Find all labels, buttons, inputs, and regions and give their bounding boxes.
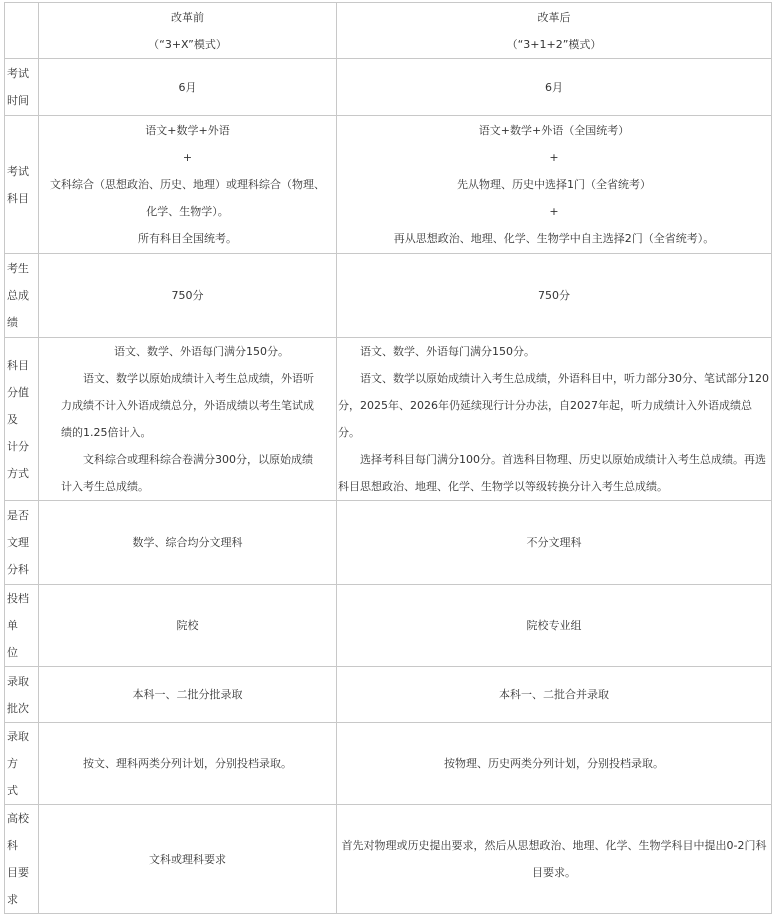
header-before-cell (39, 3, 337, 59)
admission-method-after: 按物理、历史两类分列计划，分别投档录取。 (337, 723, 772, 805)
label-line: 录取 (7, 674, 29, 688)
subject-requirement-label (5, 805, 39, 914)
subject-requirement-after: 首先对物理或历史提出要求，然后从思想政治、地理、化学、生物学科目中提出0-2门科目要求。 (337, 805, 772, 914)
total-score-before: 750分 (39, 254, 337, 338)
label-line: 式 (7, 784, 18, 797)
label-line: 录取方 (7, 730, 29, 770)
cell-line: 再从思想政治、地理、化学、生物学中自主选择2门（全省统考）。 (393, 232, 715, 245)
cell-line: 文科综合或理科综合卷满分300分，以原始成绩计入考生总成绩。 (61, 453, 313, 493)
cell-line: 语文、数学以原始成绩计入考生总成绩，外语听力成绩不计入外语成绩总分，外语成绩以考生笔试成绩的1.25倍计入。 (61, 372, 314, 439)
subject-requirement-row (5, 805, 772, 914)
subjects-before (39, 116, 337, 254)
cell-line: 语文+数学+外语 (145, 124, 230, 137)
label-line: 是否 (7, 509, 29, 522)
label-line: 总成 (7, 289, 29, 302)
total-score-label (5, 254, 39, 338)
scoring-label (5, 338, 39, 501)
admission-unit-row (5, 585, 772, 667)
cell-line: 选择考科目每门满分100分。首选科目物理、历史以原始成绩计入考生总成绩。再选科目思想政治、地理、化学、生物学以等级转换分计入考生总成绩。 (338, 453, 766, 493)
header-row (5, 3, 772, 59)
before-title: 改革前 (171, 10, 204, 24)
cell-line: 语文、数学、外语每门满分150分。 (114, 345, 289, 358)
label-line: 投档单 (7, 592, 29, 632)
label-line: 科目 (7, 358, 29, 372)
subject-split-after: 不分文理科 (337, 501, 772, 585)
label-line: 位 (7, 646, 18, 659)
total-score-after: 750分 (337, 254, 772, 338)
scoring-row (5, 338, 772, 501)
admission-batch-after: 本科一、二批合并录取 (337, 667, 772, 723)
cell-line: + (182, 151, 193, 164)
cell-line: 先从物理、历史中选择1门（全省统考） (457, 178, 651, 191)
subject-split-before: 数学、综合均分文理科 (39, 501, 337, 585)
subject-split-label (5, 501, 39, 585)
cell-line: 文科综合（思想政治、历史、地理）或理科综合（物理、化学、生物学）。 (50, 178, 325, 218)
header-after-cell (337, 3, 772, 59)
before-mode: （“3+X”模式） (148, 37, 227, 51)
label-line: 高校科 (7, 812, 29, 852)
admission-unit-after: 院校专业组 (337, 585, 772, 667)
admission-unit-label (5, 585, 39, 667)
label-line: 文理 (7, 536, 29, 549)
exam-time-after: 6月 (337, 59, 772, 116)
cell-line: 所有科目全国统考。 (138, 232, 237, 245)
subjects-row (5, 116, 772, 254)
subject-requirement-before: 文科或理科要求 (39, 805, 337, 914)
cell-line: 语文、数学以原始成绩计入考生总成绩，外语科目中，听力部分30分、笔试部分120分，2025年、2026年仍延续现行计分办法，自2027年起，听力成绩计入外语成绩总分。 (338, 372, 769, 439)
label-line: 考试 (7, 164, 29, 178)
cell-line: + (549, 205, 559, 218)
cell-line: 语文、数学、外语每门满分150分。 (360, 345, 535, 358)
label-line: 考试 (7, 67, 29, 80)
label-line: 及 (7, 412, 18, 426)
label-line: 计分 (7, 439, 29, 453)
admission-batch-before: 本科一、二批分批录取 (39, 667, 337, 723)
admission-unit-before: 院校 (39, 585, 337, 667)
exam-time-label (5, 59, 39, 116)
label-line: 绩 (7, 316, 18, 329)
label-line: 分值 (7, 385, 29, 399)
cell-line: + (549, 151, 559, 164)
admission-method-before: 按文、理科两类分列计划，分别投档录取。 (39, 723, 337, 805)
scoring-after (337, 338, 772, 501)
total-score-row (5, 254, 772, 338)
label-line: 时间 (7, 94, 29, 107)
label-line: 批次 (7, 701, 29, 715)
label-line: 科目 (7, 191, 29, 205)
admission-batch-row (5, 667, 772, 723)
subject-split-row (5, 501, 772, 585)
exam-time-row (5, 59, 772, 116)
subjects-after (337, 116, 772, 254)
header-corner-cell (5, 3, 39, 59)
admission-method-label (5, 723, 39, 805)
label-line: 方式 (7, 466, 29, 480)
scoring-before (39, 338, 337, 501)
admission-method-row (5, 723, 772, 805)
label-line: 考生 (7, 262, 29, 275)
label-line: 分科 (7, 563, 29, 576)
exam-time-before: 6月 (39, 59, 337, 116)
reform-comparison-table (4, 2, 772, 914)
after-title: 改革后 (537, 10, 571, 24)
subjects-label (5, 116, 39, 254)
after-mode: （“3+1+2”模式） (506, 37, 602, 51)
cell-line: 语文+数学+外语（全国统考） (478, 124, 630, 137)
admission-batch-label (5, 667, 39, 723)
label-line: 目要求 (7, 866, 29, 906)
